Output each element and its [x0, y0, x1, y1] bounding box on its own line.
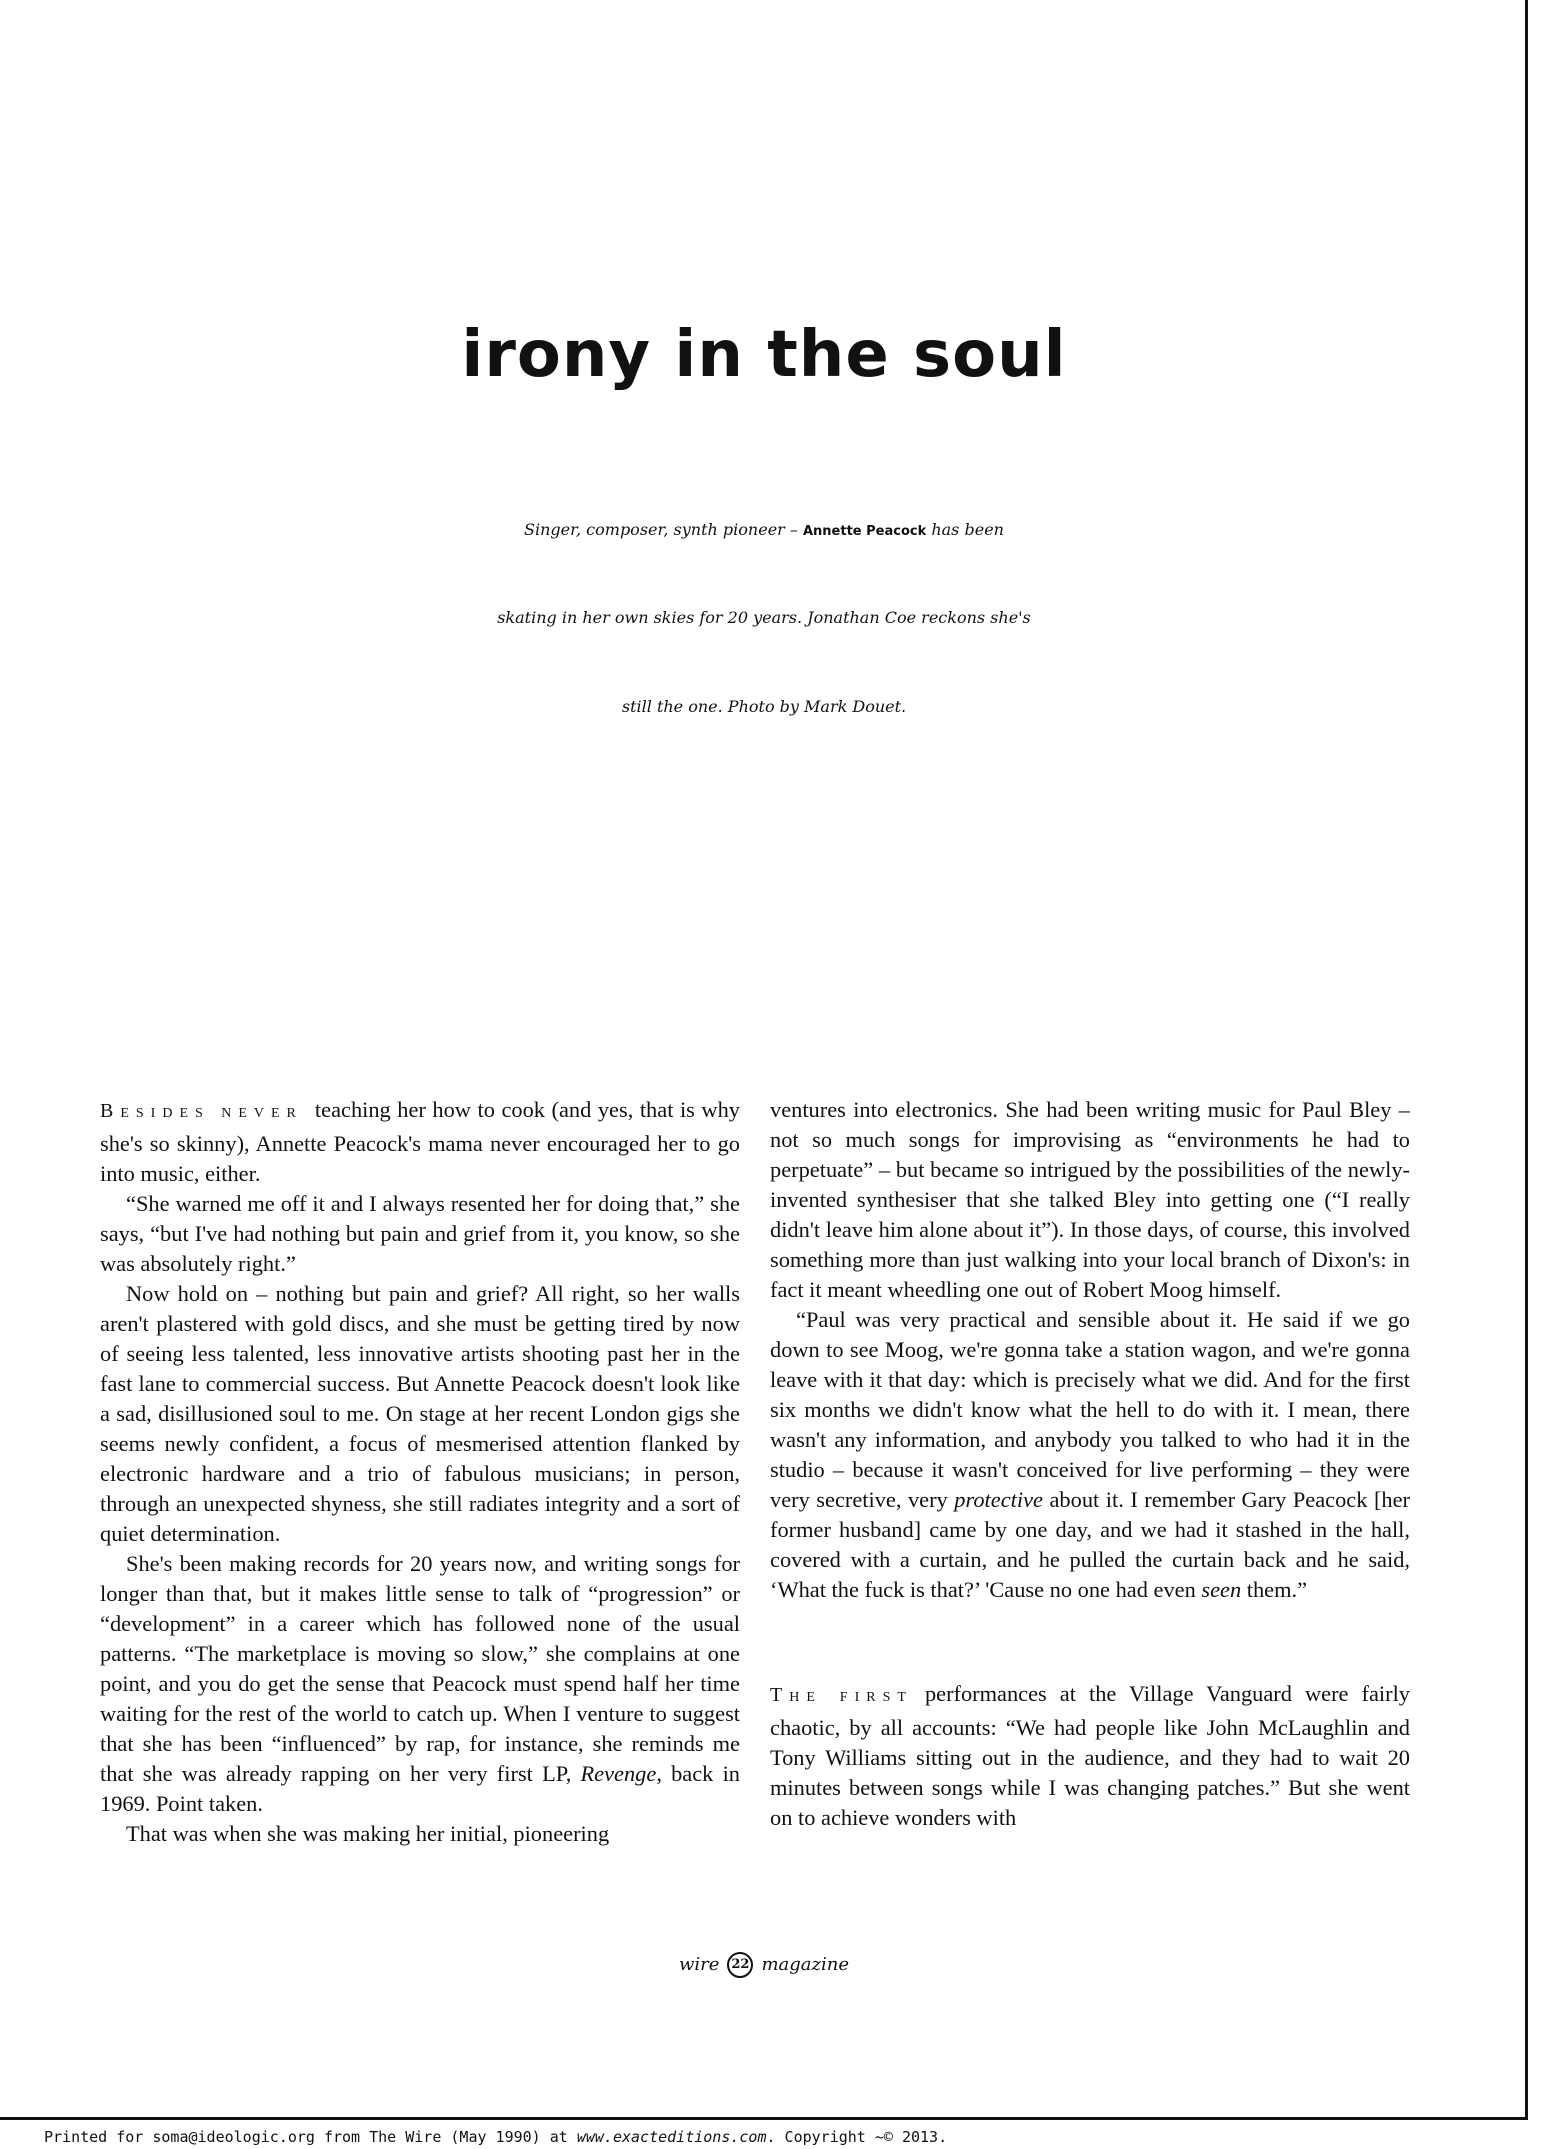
article-deck-line-3: still the one. Photo by Mark Douet.: [621, 697, 907, 716]
paragraph: ventures into electronics. She had been writing music for Paul Bley – not so much songs for improvising as “environments he had to perpetuate” – but became so intrigued by the possibilities of the newly-invented synthesiser that she talked Bley into getting one (“I really didn't leave him alone about it”). In those days, of course, this involved something more than just walking into your local branch of Dixon's: in fact it meant wheedling one out of Robert Moog himself.: [770, 1097, 1410, 1302]
paragraph: “Paul was very practical and sensible about it. He said if we go down to see Moog, we're gonna take a station wagon, and we're gonna leave with it that day: which is precisely what we did. And for the first six months we didn't know what the hell to do with it. I mean, there wasn't any information, and anybody you talked to who had it in the studio – because it wasn't conceived for live performing – they were very secretive, very protective about it. I remember Gary Peacock [her former husband] came by one day, and we had it stashed in the hall, covered with a curtain, and he pulled the curtain back and he said, ‘What the fuck is that?’ 'Cause no one had even seen them.”: [770, 1307, 1410, 1602]
lead-in-smallcaps: THE FIRST: [770, 1684, 913, 1706]
page-number-badge: 22: [727, 1952, 753, 1978]
paragraph: That was when she was making her initial, pioneering: [126, 1821, 610, 1846]
section-break: [770, 1605, 1410, 1679]
article-deck-line-2: skating in her own skies for 20 years. Jonathan Coe reckons she's: [497, 608, 1031, 627]
paragraph: THE FIRST performances at the Village Vanguard were fairly chaotic, by all accounts: “We had people like John McLaughlin and Tony Williams sitting out in the audience, and they had to wait 20 minutes between songs while I was changing patches.” But she went on to achieve wonders with: [770, 1681, 1410, 1830]
paragraph: She's been making records for 20 years now, and writing songs for longer than that, but it makes little sense to talk of “progression” or “development” in a career which has followed none of the usual patterns. “The marketplace is moving so slow,” she complains at one point, and you do get the sense that Peacock must spend half her time waiting for the rest of the world to catch up. When I venture to suggest that she has been “influenced” by rap, for instance, she reminds me that she was already rapping on her very first LP, Revenge, back in 1969. Point taken.: [100, 1551, 740, 1816]
paragraph: Now hold on – nothing but pain and grief? All right, so her walls aren't plastered with gold discs, and she must be getting tired by now of seeing less talented, less innovative artists shooting past her in the fast lane to commercial success. But Annette Peacock doesn't look like a sad, disillusioned soul to me. On stage at her recent London gigs she seems newly confident, a focus of mesmerised attention flanked by electronic hardware and a trio of fabulous musicians; in person, through an unexpected shyness, she still radiates integrity and a sort of quiet determination.: [100, 1281, 740, 1546]
paragraph: “She warned me off it and I always resented her for doing that,” she says, “but I've had nothing but pain and grief from it, you know, so she was absolutely right.”: [100, 1191, 740, 1276]
print-footer: Printed for soma@ideologic.org from The Wire (May 1990) at www.exacteditions.com. Copyright ~© 2013.: [44, 2128, 948, 2146]
folio-wire: wire: [679, 1954, 720, 1975]
page-folio: [0, 1952, 1528, 1978]
article-title: irony in the soul: [461, 318, 1067, 392]
article-deck-line-1: Singer, composer, synth pioneer – Annette Peacock has been: [524, 520, 1004, 539]
subject-name: Annette Peacock: [802, 524, 927, 539]
paragraph: BESIDES NEVER teaching her how to cook (and yes, that is why she's so skinny), Annette Peacock's mama never encouraged her to go into music, either.: [100, 1097, 740, 1186]
right-column: [770, 1095, 1410, 1833]
folio-magazine: magazine: [761, 1954, 849, 1975]
site-link[interactable]: www.exacteditions.com: [576, 2128, 767, 2146]
left-column: [100, 1095, 740, 1849]
lead-in-smallcaps: BESIDES NEVER: [100, 1100, 303, 1122]
